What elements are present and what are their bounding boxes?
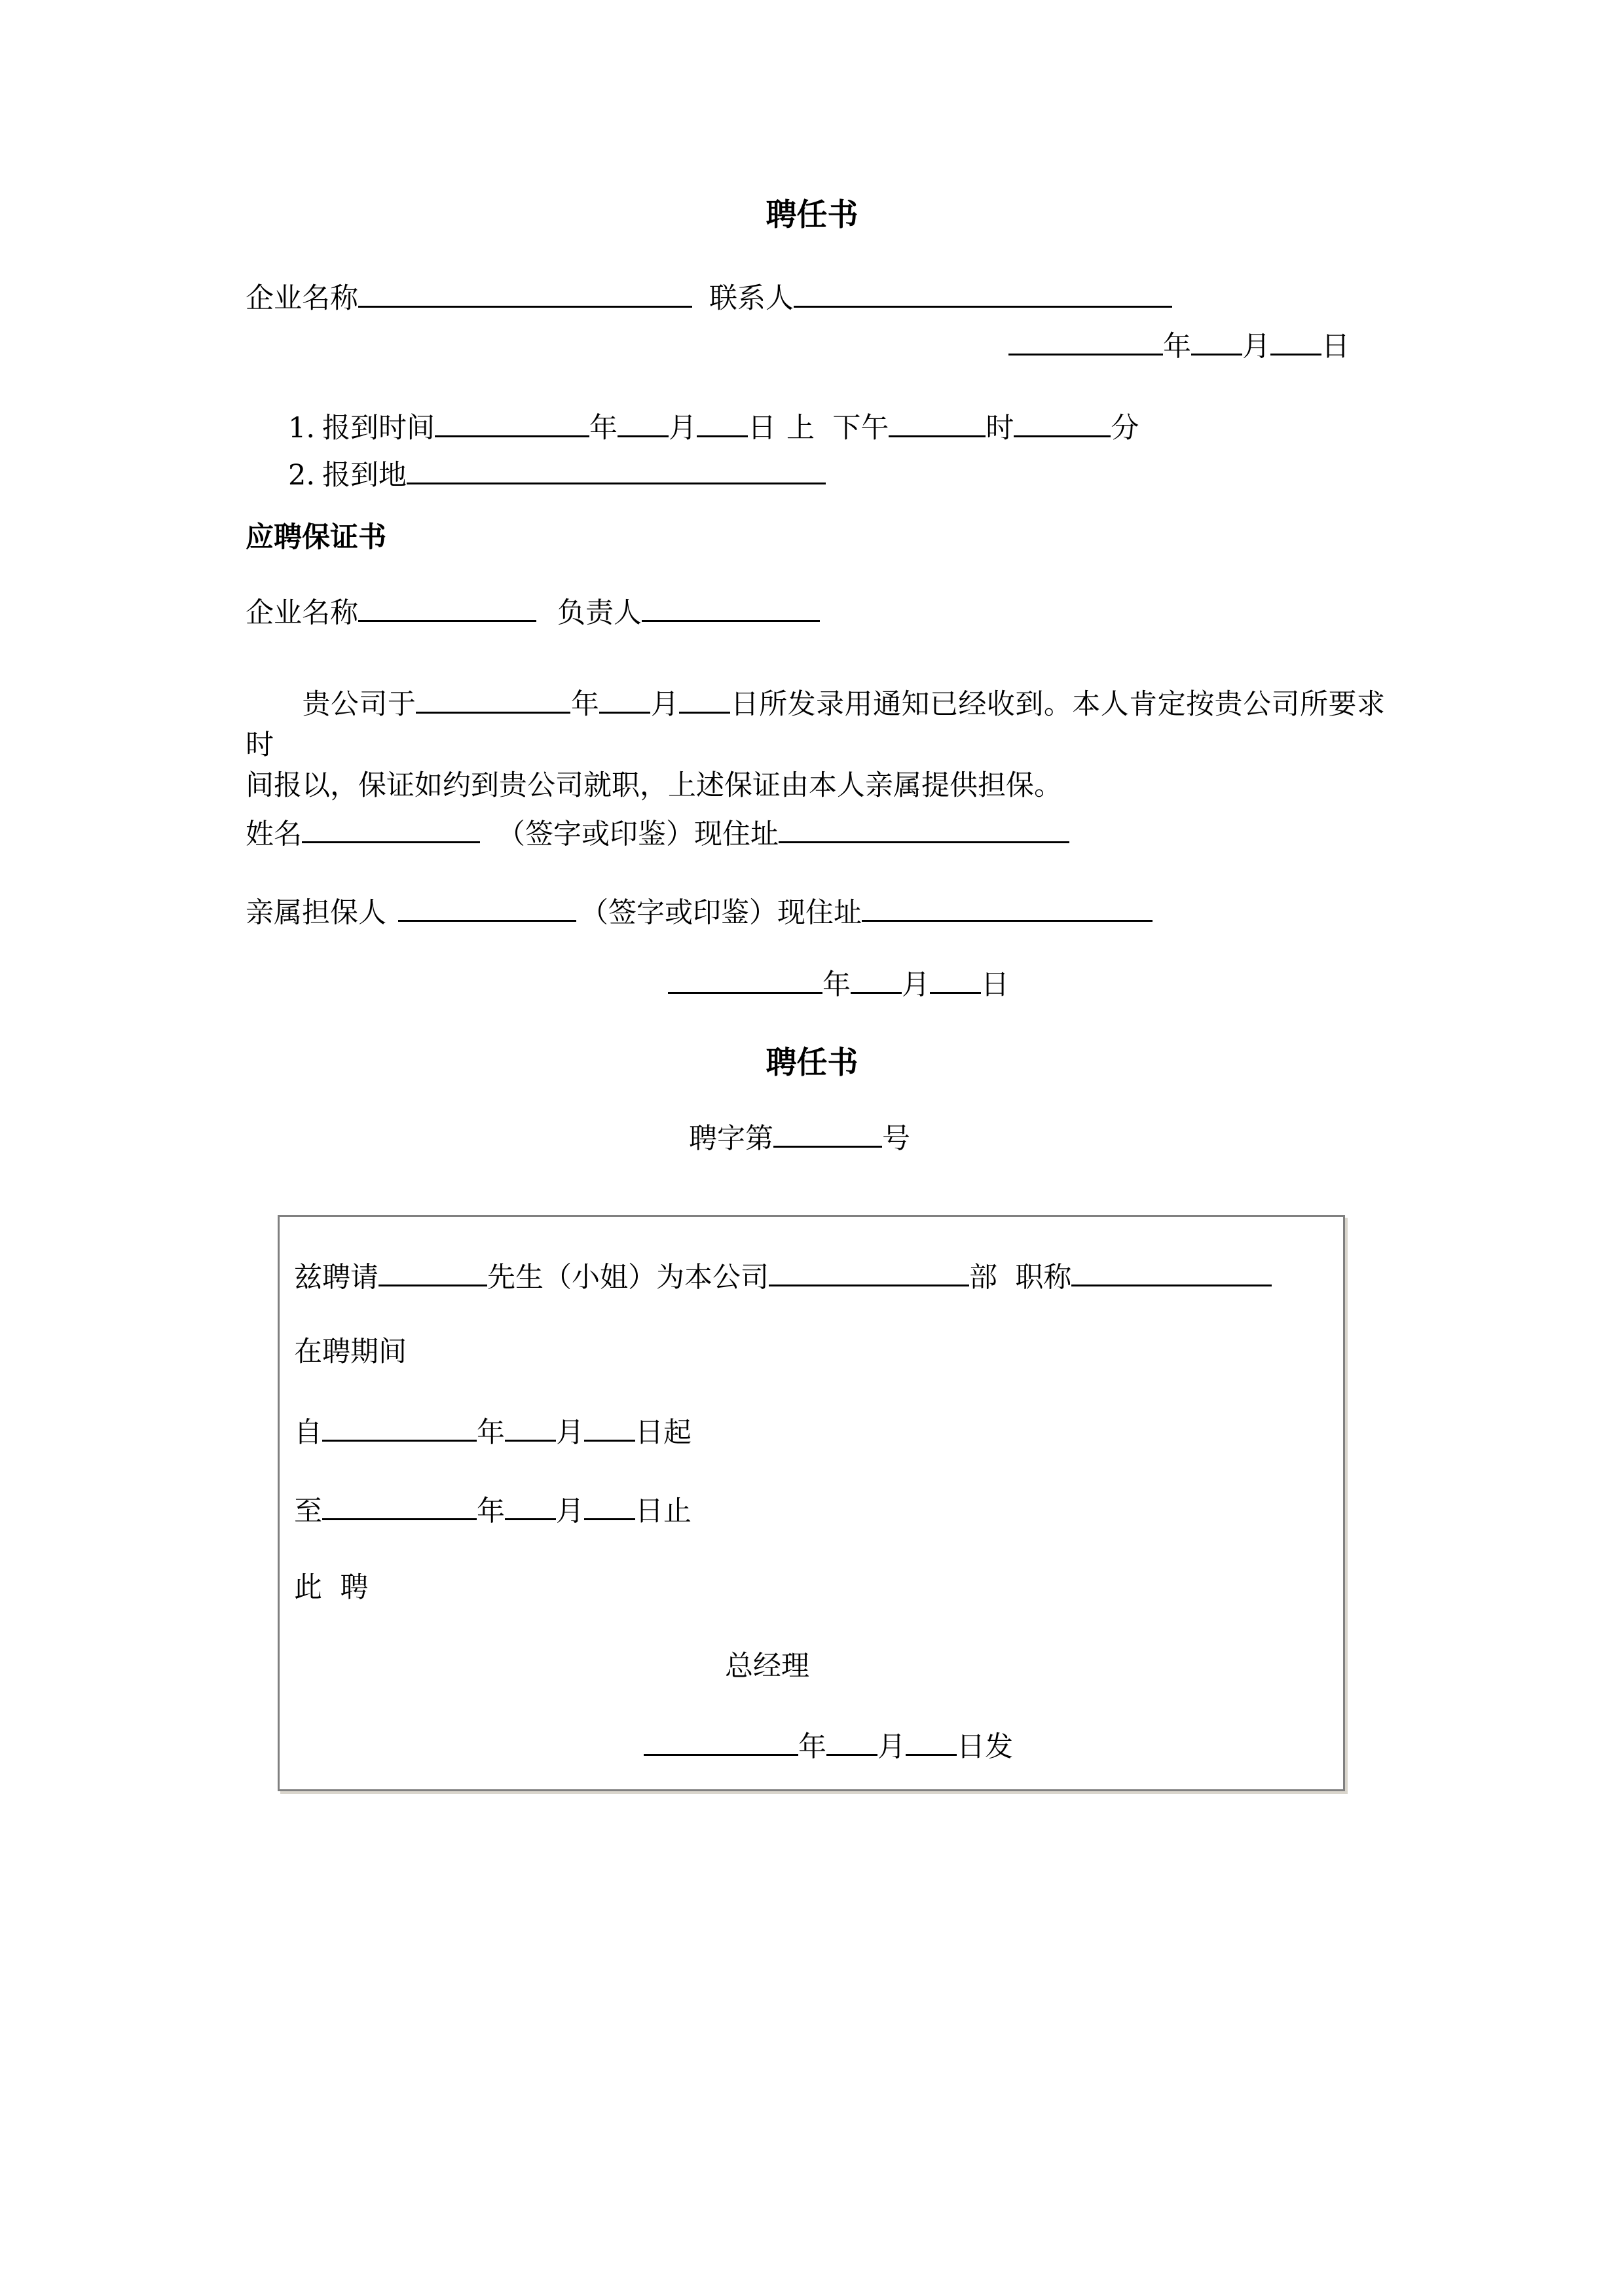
guarantee-date-month-label: 月 xyxy=(902,968,930,1002)
page-title-appointment: 聘任书 xyxy=(766,197,858,233)
guarantee-date-day-label: 日 xyxy=(981,968,1009,1002)
term-to-month-label: 月 xyxy=(556,1495,584,1528)
guarantee-date-day-blank[interactable] xyxy=(930,969,981,994)
term-from-day-label: 日起 xyxy=(635,1416,692,1449)
appointment-date-row xyxy=(1008,331,1350,361)
guarantor-name-blank[interactable] xyxy=(398,897,576,922)
hire-department-blank[interactable] xyxy=(769,1262,969,1286)
guarantee-date-year-label: 年 xyxy=(822,968,851,1002)
guarantee-company-label: 企业名称 xyxy=(246,596,358,630)
applicant-name-label: 姓名 xyxy=(246,818,302,851)
report-time-day-blank[interactable] xyxy=(697,412,748,437)
hire-person-blank[interactable] xyxy=(378,1262,487,1286)
hire-jobtitle-blank[interactable] xyxy=(1071,1262,1272,1286)
guarantee-paragraph-month-label: 月 xyxy=(650,688,680,721)
list-item-number: 2. xyxy=(288,459,316,492)
applicant-seal-note: （签字或印鉴）现住址 xyxy=(497,818,779,851)
term-to-label: 至 xyxy=(294,1495,322,1528)
appointment-date-year-label: 年 xyxy=(1163,330,1191,363)
guarantee-principal-label: 负责人 xyxy=(557,596,642,630)
guarantee-paragraph-year-blank[interactable] xyxy=(416,689,570,714)
closing-statement: 此 聘 xyxy=(294,1571,369,1604)
hire-person-title-label: 先生（小姐）为本公司 xyxy=(487,1261,769,1294)
report-time-hour-blank[interactable] xyxy=(889,412,986,437)
term-from-year-blank[interactable] xyxy=(322,1417,477,1442)
guarantee-paragraph-day-blank[interactable] xyxy=(679,689,730,714)
list-item xyxy=(288,453,826,493)
report-time-label: 报到时间 xyxy=(322,412,435,445)
issue-date-day-label: 日发 xyxy=(957,1730,1013,1764)
term-from-row xyxy=(294,1417,692,1447)
guarantee-paragraph-month-blank[interactable] xyxy=(599,689,650,714)
guarantor-address-blank[interactable] xyxy=(862,897,1153,922)
serial-suffix-label: 号 xyxy=(882,1122,910,1156)
serial-number-blank[interactable] xyxy=(773,1123,882,1148)
guarantor-label: 亲属担保人 xyxy=(246,896,386,930)
company-name-label: 企业名称 xyxy=(246,282,358,316)
term-to-day-blank[interactable] xyxy=(584,1495,635,1520)
guarantee-paragraph xyxy=(246,684,1385,806)
guarantee-date-month-blank[interactable] xyxy=(851,969,902,994)
report-time-hour-label: 时 xyxy=(986,412,1014,445)
term-from-month-label: 月 xyxy=(556,1416,584,1449)
company-name-blank[interactable] xyxy=(358,283,692,308)
issue-date-row xyxy=(644,1730,1013,1764)
guarantee-date-year-blank[interactable] xyxy=(668,969,822,994)
applicant-name-blank[interactable] xyxy=(302,818,480,843)
guarantee-paragraph-lead: 贵公司于 xyxy=(302,688,416,721)
report-time-year-label: 年 xyxy=(589,412,618,445)
guarantee-paragraph-body: 日所发录用通知已经收到。本人肯定按贵公司所要求时 xyxy=(246,688,1385,761)
appointment-date-month-label: 月 xyxy=(1242,330,1270,363)
issue-date-year-blank[interactable] xyxy=(644,1731,798,1756)
term-to-month-blank[interactable] xyxy=(505,1495,556,1520)
report-time-month-blank[interactable] xyxy=(618,412,669,437)
term-from-day-blank[interactable] xyxy=(584,1417,635,1442)
term-from-month-blank[interactable] xyxy=(505,1417,556,1442)
company-name-field-row xyxy=(246,282,1172,316)
signer-title: 总经理 xyxy=(725,1650,809,1683)
applicant-signature-row xyxy=(246,818,1069,851)
report-time-ampm-label: 上 下午 xyxy=(786,412,889,445)
section-heading-guarantee: 应聘保证书 xyxy=(246,521,386,554)
term-heading: 在聘期间 xyxy=(294,1336,407,1368)
applicant-address-blank[interactable] xyxy=(779,818,1069,843)
guarantor-signature-row xyxy=(246,896,1153,930)
term-to-year-blank[interactable] xyxy=(322,1495,477,1520)
term-to-year-label: 年 xyxy=(477,1495,505,1528)
report-place-label: 报到地 xyxy=(322,459,407,492)
term-from-year-label: 年 xyxy=(477,1416,505,1449)
list-item xyxy=(288,406,1139,446)
report-place-blank[interactable] xyxy=(407,460,826,484)
term-from-label: 自 xyxy=(294,1416,322,1449)
issue-date-month-blank[interactable] xyxy=(826,1731,877,1756)
guarantee-principal-blank[interactable] xyxy=(642,597,820,622)
contact-person-label: 联系人 xyxy=(709,282,794,316)
hire-lead-label: 兹聘请 xyxy=(294,1261,378,1294)
report-time-minute-label: 分 xyxy=(1111,412,1139,445)
page-title-certificate: 聘任书 xyxy=(766,1045,858,1081)
list-item-number: 1. xyxy=(288,412,316,445)
guarantee-date-row xyxy=(668,968,1009,1002)
guarantee-paragraph-line2: 间报以，保证如约到贵公司就职，上述保证由本人亲属提供担保。 xyxy=(246,769,1062,802)
term-to-row xyxy=(294,1495,692,1528)
contact-person-blank[interactable] xyxy=(794,283,1172,308)
serial-prefix-label: 聘字第 xyxy=(689,1122,773,1156)
guarantee-company-blank[interactable] xyxy=(358,597,536,622)
report-time-day-label: 日 xyxy=(748,412,776,445)
guarantee-company-row xyxy=(246,596,820,630)
serial-number-row xyxy=(689,1122,910,1156)
guarantee-paragraph-year-label: 年 xyxy=(570,688,600,721)
term-to-day-label: 日止 xyxy=(635,1495,692,1528)
certificate-box xyxy=(278,1215,1345,1791)
appointment-date-day-label: 日 xyxy=(1321,330,1350,363)
issue-date-day-blank[interactable] xyxy=(906,1731,957,1756)
report-time-minute-blank[interactable] xyxy=(1014,412,1111,437)
hire-statement-row xyxy=(294,1262,1272,1292)
issue-date-year-label: 年 xyxy=(798,1730,826,1764)
appointment-date-month-blank[interactable] xyxy=(1191,331,1242,355)
report-time-month-label: 月 xyxy=(669,412,697,445)
issue-date-month-label: 月 xyxy=(877,1730,906,1764)
appointment-date-day-blank[interactable] xyxy=(1270,331,1321,355)
appointment-date-year-blank[interactable] xyxy=(1008,331,1163,355)
hire-department-label: 部 职称 xyxy=(969,1261,1072,1294)
guarantor-seal-note: （签字或印鉴）现住址 xyxy=(580,896,862,930)
report-time-year-blank[interactable] xyxy=(435,412,589,437)
